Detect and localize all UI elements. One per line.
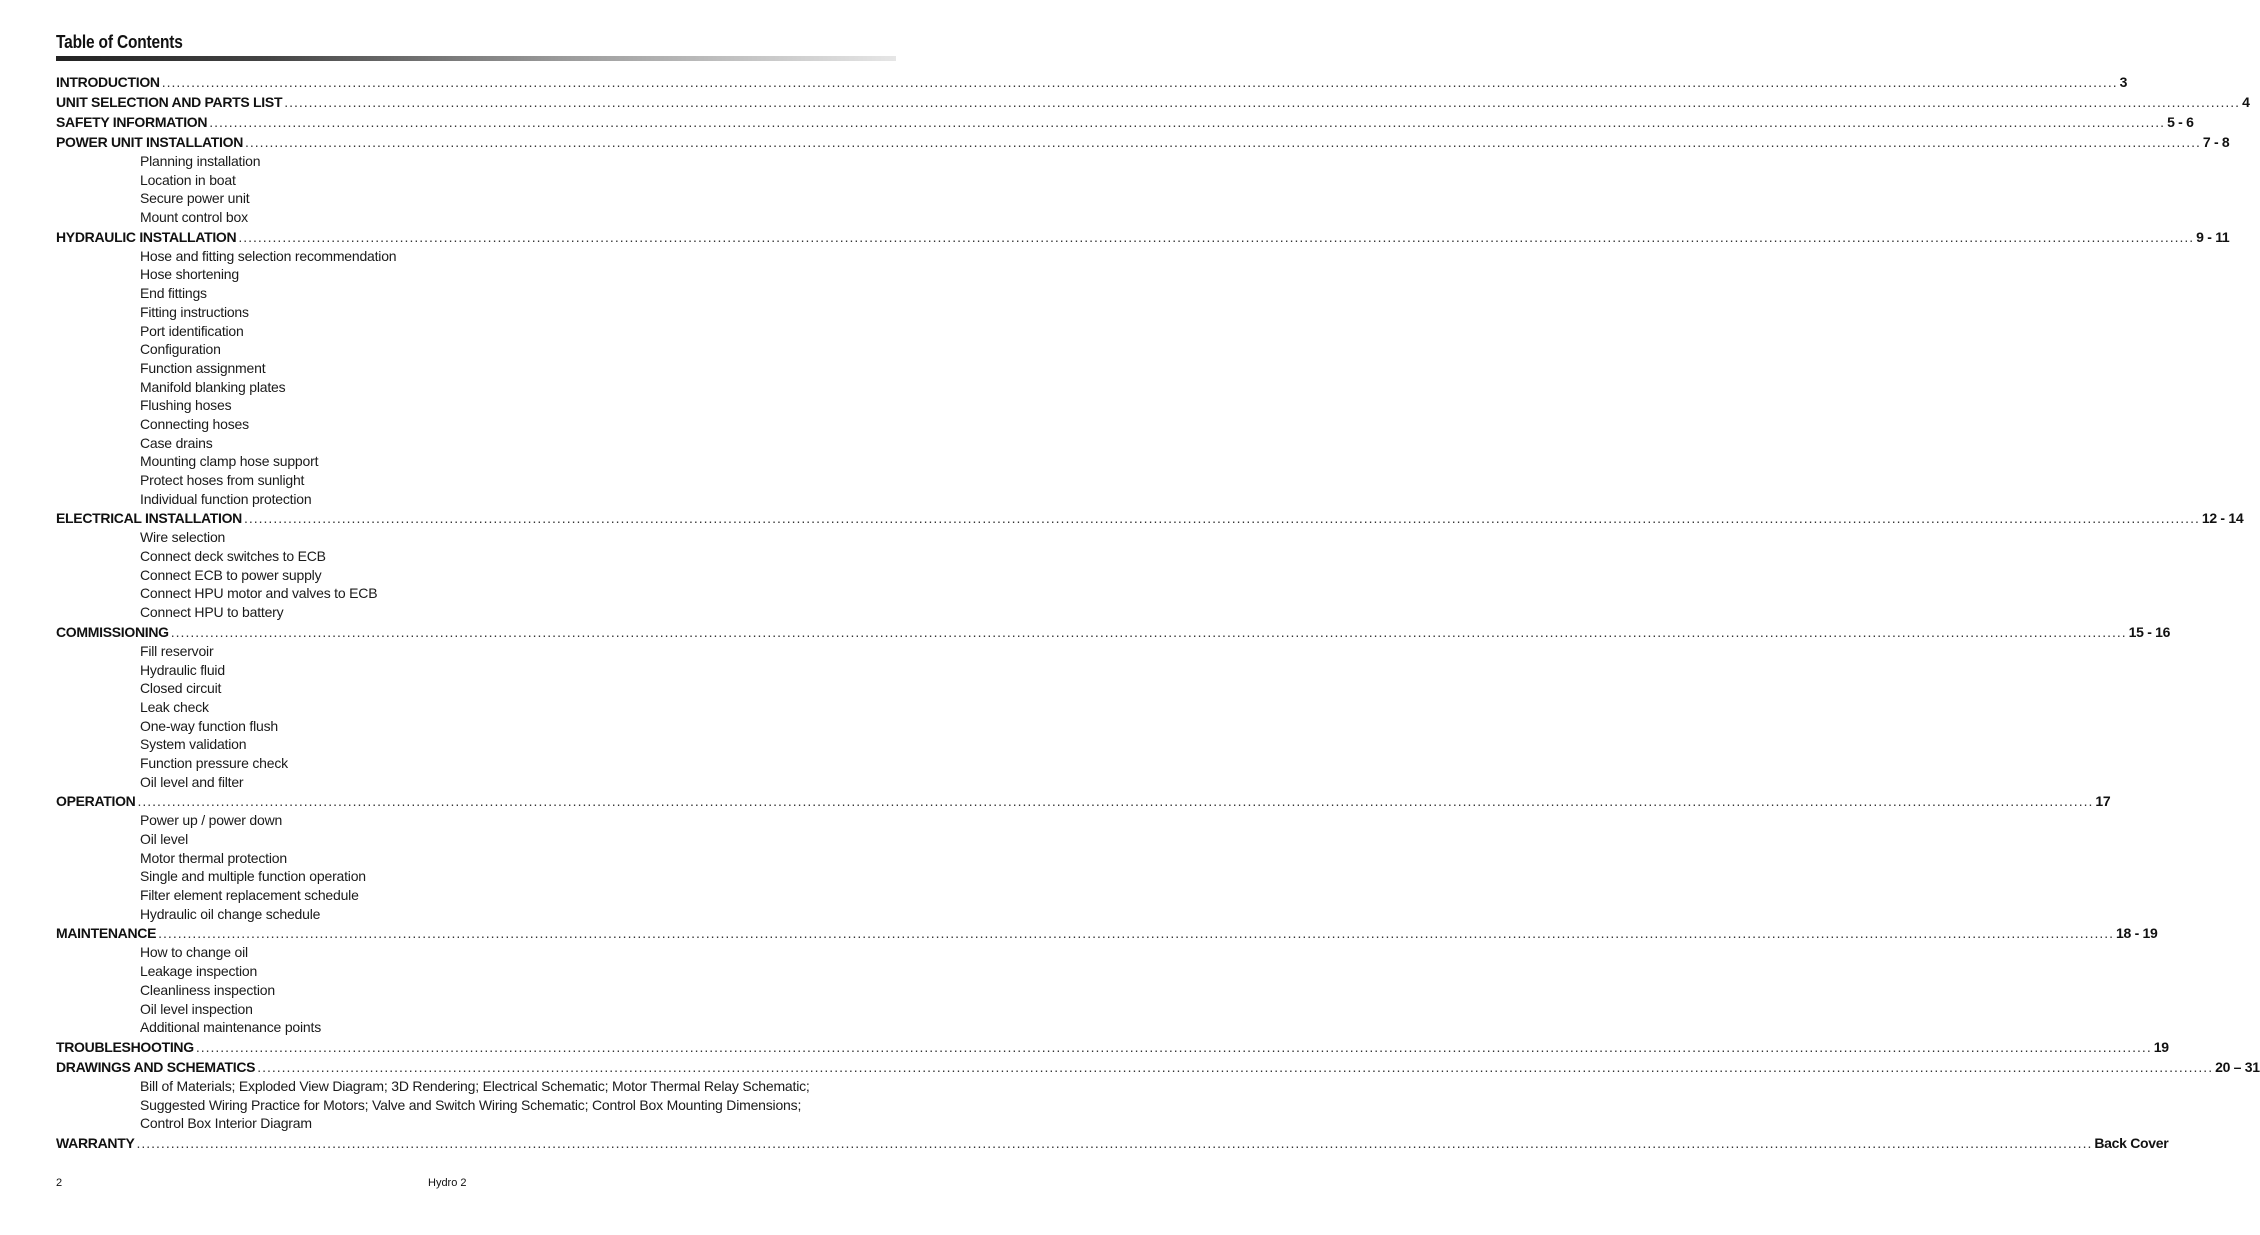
toc-entry-label: UNIT SELECTION AND PARTS LIST xyxy=(56,94,283,110)
footer-doc-name: Hydro 2 xyxy=(428,1177,467,1189)
toc-entry-label: INTRODUCTION xyxy=(56,74,160,90)
dot-leader: ................................................................................................................................................................................................................................................................................................................................................................................................................ xyxy=(158,925,2115,942)
toc-entry-page: Back Cover xyxy=(2094,1134,2169,1151)
toc-subitem: Cleanliness inspection xyxy=(140,981,275,998)
toc-entry-label: MAINTENANCE xyxy=(56,925,157,942)
toc-subitem: Additional maintenance points xyxy=(140,1019,321,1036)
toc-entry-label: COMMISSIONING xyxy=(56,623,169,640)
toc-subitem: Leakage inspection xyxy=(140,963,258,980)
dot-leader: ................................................................................................................................................................................................................................................................................................................................................................................................................ xyxy=(257,1058,2214,1075)
toc-entry[interactable] xyxy=(56,923,2158,943)
toc-subitem: Individual function protection xyxy=(140,490,312,507)
toc-entry-page: 12 - 14 xyxy=(2201,510,2244,527)
toc-subitem: Manifold blanking plates xyxy=(140,378,286,395)
toc-subitem: System validation xyxy=(140,736,247,753)
dot-leader: ................................................................................................................................................................................................................................................................................................................................................................................................................ xyxy=(209,114,2166,130)
toc-entry[interactable] xyxy=(56,112,2194,132)
toc-subitem: Suggested Wiring Practice for Motors; Valve and Switch Wiring Schematic; Control Box Mounting Dimensions; xyxy=(140,1096,802,1113)
toc-entry-page: 9 - 11 xyxy=(2196,228,2230,245)
dot-leader: ................................................................................................................................................................................................................................................................................................................................................................................................................ xyxy=(170,623,2127,640)
toc-subitem: End fittings xyxy=(140,285,207,302)
toc-subitem: Function assignment xyxy=(140,359,266,376)
toc-subitem: Wire selection xyxy=(140,529,226,546)
dot-leader: ................................................................................................................................................................................................................................................................................................................................................................................................................ xyxy=(238,228,2195,245)
toc-entry-page: 20 – 31 xyxy=(2215,1058,2260,1075)
page-title: Table of Contents xyxy=(56,32,183,52)
toc-entry[interactable] xyxy=(56,508,2244,528)
dot-leader: ................................................................................................................................................................................................................................................................................................................................................................................................................ xyxy=(245,134,2201,150)
dot-leader: ................................................................................................................................................................................................................................................................................................................................................................................................................ xyxy=(137,793,2094,810)
toc-subitem: Planning installation xyxy=(140,153,261,169)
dot-leader: ................................................................................................................................................................................................................................................................................................................................................................................................................ xyxy=(195,1038,2152,1055)
toc-entry-page: 15 - 16 xyxy=(2128,623,2171,640)
toc-entry[interactable] xyxy=(56,1037,2169,1057)
toc-entry-label: SAFETY INFORMATION xyxy=(56,114,208,130)
toc-subitem: Oil level and filter xyxy=(140,773,244,790)
toc-subitem: Oil level inspection xyxy=(140,1000,253,1017)
toc-subitem: Power up / power down xyxy=(140,812,283,829)
toc-entry-page: 7 - 8 xyxy=(2202,134,2230,150)
toc-subitem: Secure power unit xyxy=(140,190,250,207)
toc-subitem: Connect deck switches to ECB xyxy=(140,548,326,565)
toc-subitem: Control Box Interior Diagram xyxy=(140,1115,312,1132)
toc-entry[interactable] xyxy=(56,132,2230,152)
toc-subitem: Fitting instructions xyxy=(140,303,249,320)
toc-subitem: Configuration xyxy=(140,341,221,358)
toc-subitem: Connect HPU motor and valves to ECB xyxy=(140,585,378,602)
toc-subitem: Hose and fitting selection recommendation xyxy=(140,247,397,264)
toc-entry-label: POWER UNIT INSTALLATION xyxy=(56,134,244,150)
toc-entry[interactable] xyxy=(56,227,2230,247)
toc-subitem: Port identification xyxy=(140,322,244,339)
toc-subitem: Connect ECB to power supply xyxy=(140,566,322,583)
table-of-contents xyxy=(56,72,2260,1153)
toc-subitem: Hose shortening xyxy=(140,266,239,283)
toc-subitem: Protect hoses from sunlight xyxy=(140,472,305,488)
toc-entry-label: TROUBLESHOOTING xyxy=(56,1038,194,1055)
toc-entry[interactable] xyxy=(56,622,2171,642)
toc-entry-page: 5 - 6 xyxy=(2167,114,2194,130)
dot-leader: ................................................................................................................................................................................................................................................................................................................................................................................................................ xyxy=(136,1134,2093,1151)
toc-subitem: Single and multiple function operation xyxy=(140,868,366,885)
toc-entry-page: 18 - 19 xyxy=(2116,925,2158,942)
dot-leader: ................................................................................................................................................................................................................................................................................................................................................................................................................ xyxy=(284,94,2241,110)
toc-subitem: How to change oil xyxy=(140,944,248,961)
toc-entry-label: DRAWINGS AND SCHEMATICS xyxy=(56,1058,256,1075)
toc-entry-page: 4 xyxy=(2242,94,2250,110)
toc-subitem: Leak check xyxy=(140,698,209,715)
toc-subitem: Bill of Materials; Exploded View Diagram; 3D Rendering; Electrical Schematic; Motor Thermal Relay Schematic; xyxy=(140,1077,810,1094)
toc-subitem: Location in boat xyxy=(140,171,236,188)
toc-subitem: Mounting clamp hose support xyxy=(140,453,319,470)
toc-entry-label: ELECTRICAL INSTALLATION xyxy=(56,510,242,527)
toc-entry-label: HYDRAULIC INSTALLATION xyxy=(56,228,237,245)
toc-subitem: Mount control box xyxy=(140,209,248,226)
toc-subitem: Case drains xyxy=(140,434,213,451)
toc-subitem: Function pressure check xyxy=(140,754,288,771)
toc-entry[interactable] xyxy=(56,1057,2260,1077)
dot-leader: ................................................................................................................................................................................................................................................................................................................................................................................................................ xyxy=(243,510,2200,527)
toc-entry[interactable] xyxy=(56,92,2250,112)
toc-subitem: Filter element replacement schedule xyxy=(140,887,359,904)
toc-subitem: Connect HPU to battery xyxy=(140,604,284,621)
toc-subitem: Oil level xyxy=(140,831,188,847)
toc-subitem: Connecting hoses xyxy=(140,415,249,432)
toc-subitem: Hydraulic oil change schedule xyxy=(140,905,321,922)
toc-subitem: Flushing hoses xyxy=(140,397,232,414)
dot-leader: ................................................................................................................................................................................................................................................................................................................................................................................................................ xyxy=(161,74,2118,90)
toc-entry[interactable] xyxy=(56,791,2111,811)
toc-entry-page: 19 xyxy=(2153,1038,2169,1055)
toc-entry-label: WARRANTY xyxy=(56,1134,135,1151)
footer-page-number: 2 xyxy=(56,1177,63,1189)
toc-subitem: One-way function flush xyxy=(140,717,279,734)
toc-subitem: Closed circuit xyxy=(140,680,222,697)
toc-entry-page: 3 xyxy=(2119,74,2128,90)
toc-entry[interactable] xyxy=(56,1133,2169,1153)
toc-entry[interactable] xyxy=(56,72,2128,92)
toc-subitem: Fill reservoir xyxy=(140,642,214,659)
toc-entry-page: 17 xyxy=(2095,793,2111,810)
title-rule xyxy=(56,56,896,61)
toc-entry-label: OPERATION xyxy=(56,793,136,810)
toc-subitem: Motor thermal protection xyxy=(140,849,287,866)
toc-subitem: Hydraulic fluid xyxy=(140,661,225,678)
